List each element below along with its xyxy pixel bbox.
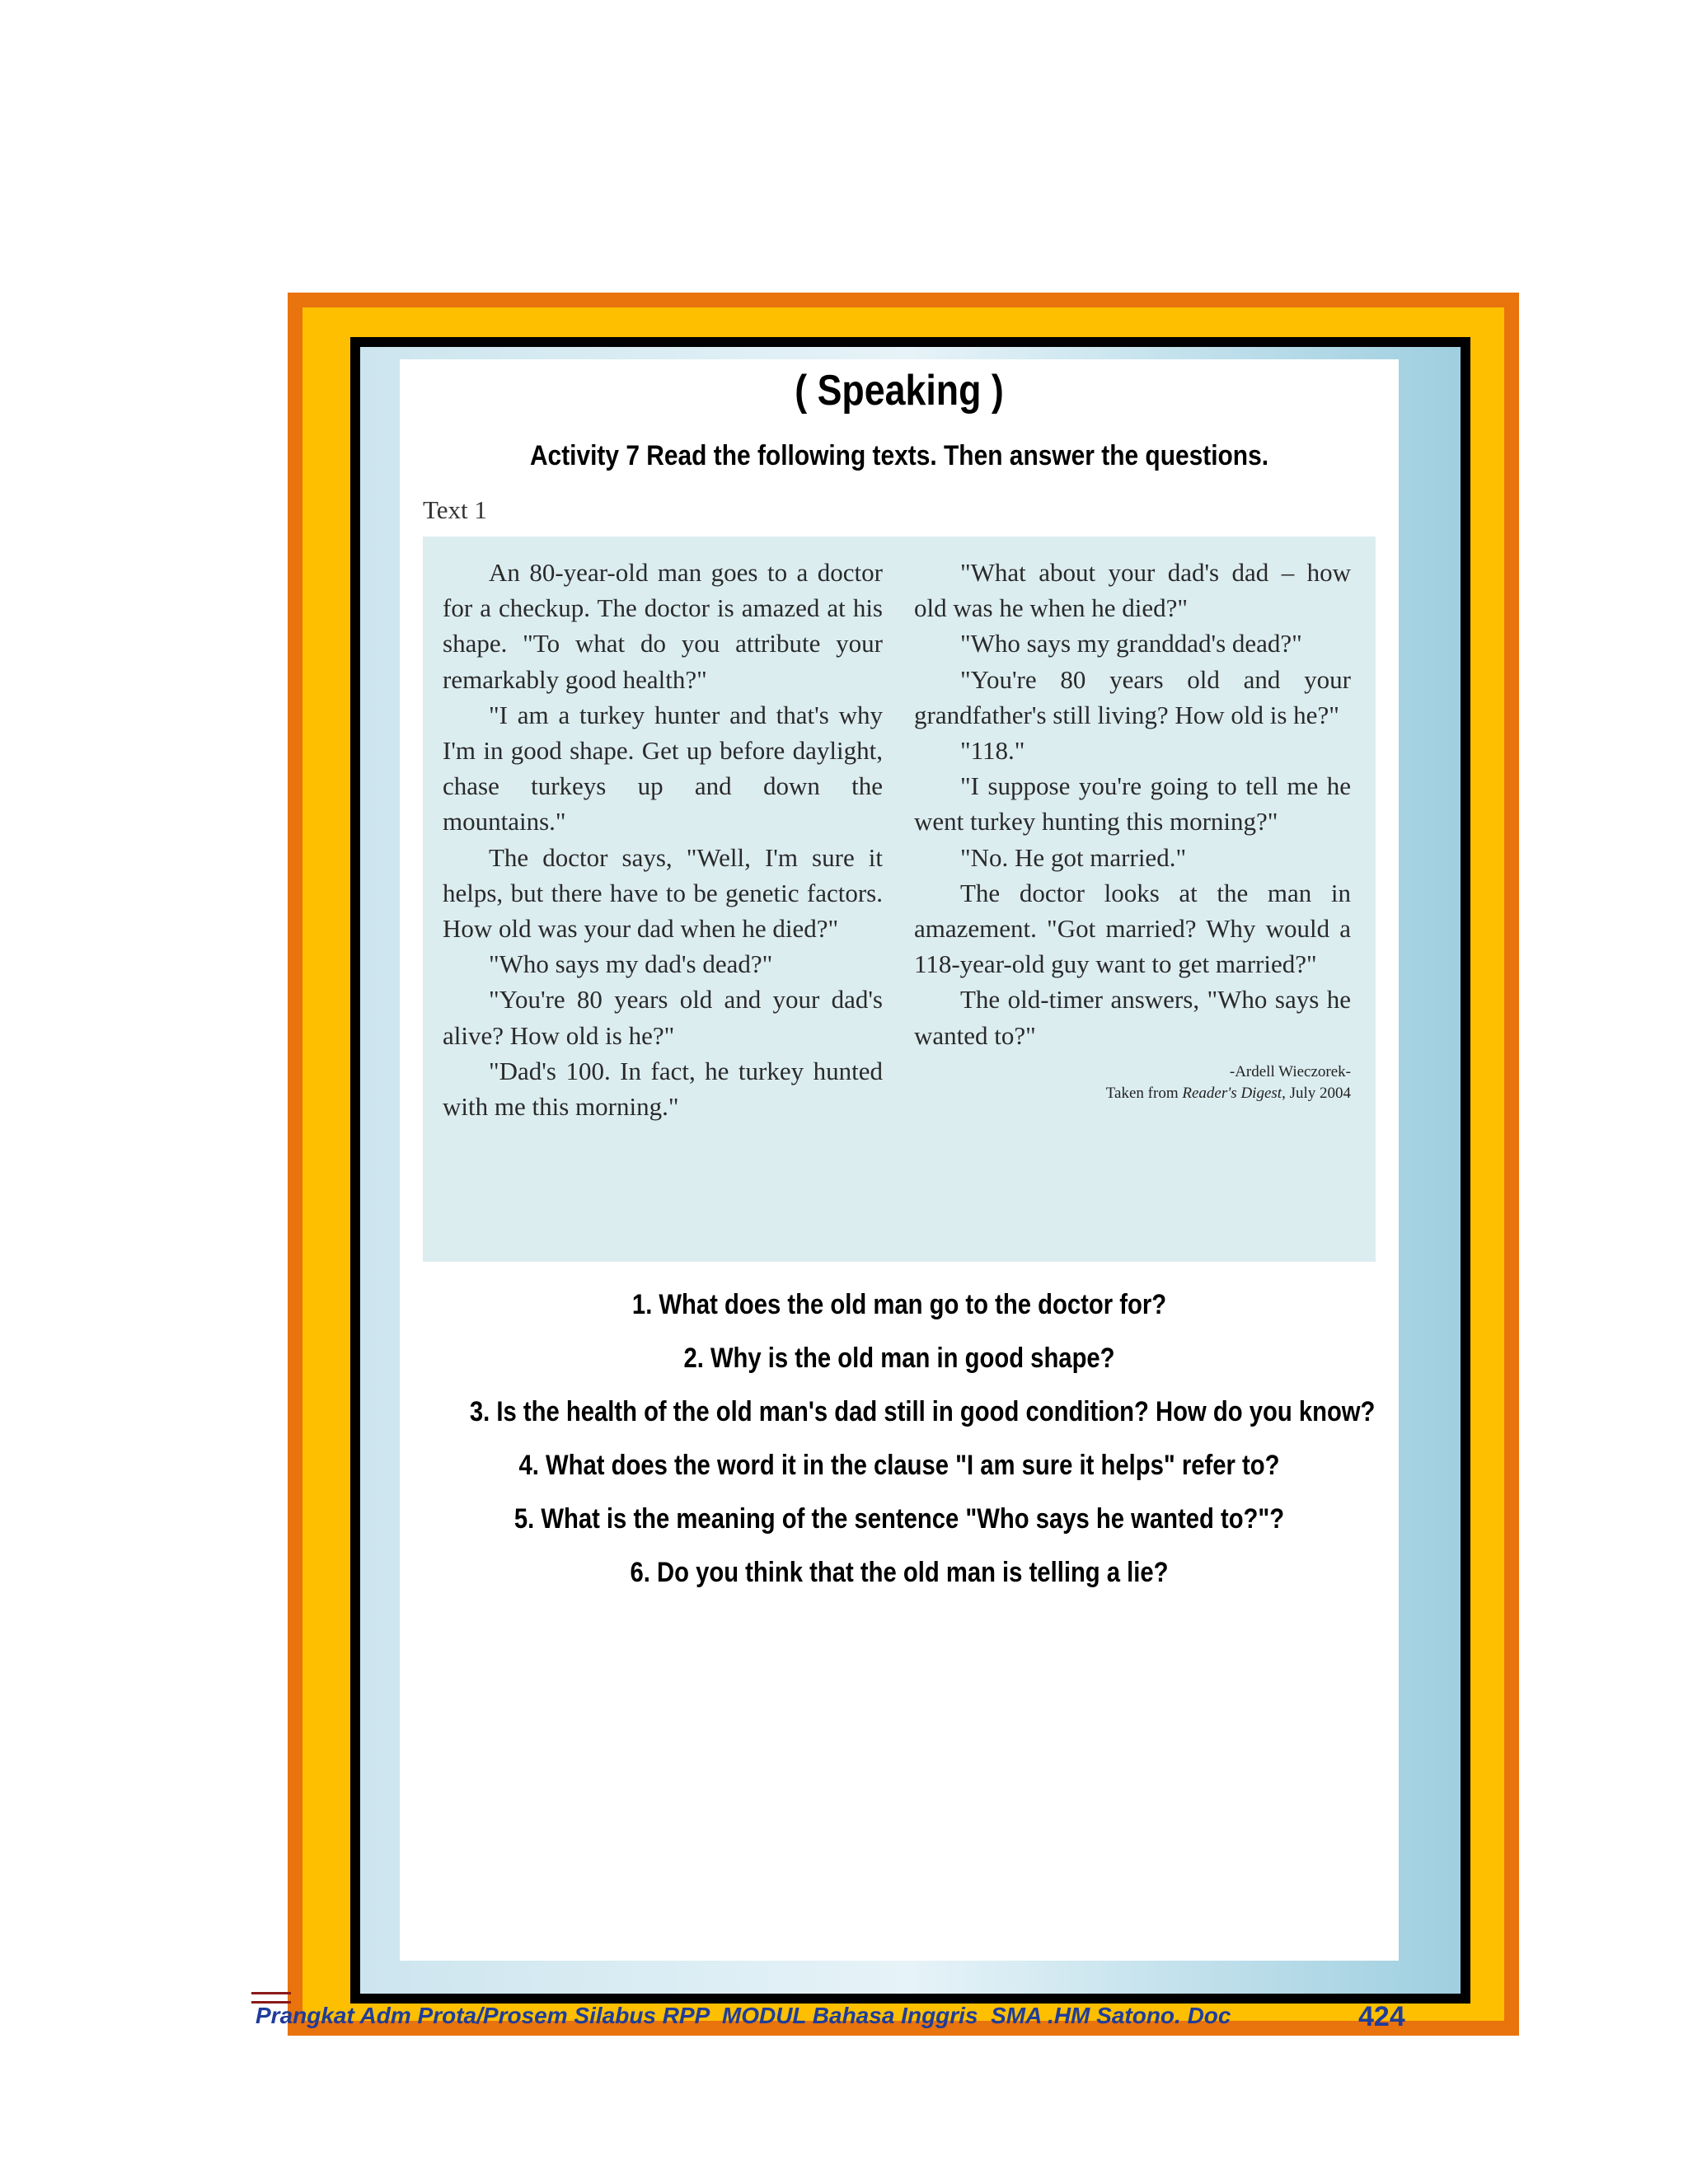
question-item: 2. Why is the old man in good shape? [683, 1343, 1115, 1374]
story-column-left [443, 555, 883, 1124]
question-item: 3. Is the health of the old man's dad still in good condition? How do you know? [469, 1396, 1376, 1427]
question-item: 4. What does the word it in the clause "I am sure it helps" refer to? [518, 1450, 1280, 1481]
page-title: ( Speaking ) [795, 367, 1004, 415]
story-box [423, 537, 1376, 1262]
question-item: 1. What does the old man go to the doctor for? [631, 1289, 1167, 1320]
story-paragraph: The doctor says, "Well, I'm sure it helps, but there have to be genetic factors. How old was your dad when he died?" [443, 842, 883, 944]
activity-instruction: Activity 7 Read the following texts. Then answer the questions. [529, 440, 1269, 471]
story-paragraph: "Who says my dad's dead?" [489, 949, 773, 979]
story-paragraph: "I am a turkey hunter and that's why I'm in good shape. Get up before daylight, chase turkeys up and down the mountains." [443, 700, 883, 837]
footer-text: Prangkat Adm Prota/Prosem Silabus RPP MODUL Bahasa Inggris SMA .HM Satono. Doc [256, 2003, 1231, 2028]
attribution [914, 1062, 1351, 1104]
question-list [400, 1278, 1399, 1600]
footer-rule [251, 1992, 291, 2004]
story-paragraph: "You're 80 years old and your dad's alive? How old is he?" [443, 985, 883, 1050]
story-paragraph: "Who says my granddad's dead?" [960, 629, 1302, 658]
page-sheet [400, 359, 1399, 1961]
story-paragraph: The doctor looks at the man in amazement. "Got married? Why would a 118-year-old guy want to get married?" [914, 878, 1351, 979]
source-title: Reader's Digest [1182, 1084, 1282, 1102]
author-name: -Ardell Wieczorek- [1229, 1062, 1351, 1080]
outer-frame [288, 293, 1519, 2036]
question-item: 6. Do you think that the old man is telling a lie? [630, 1557, 1169, 1588]
story-paragraph: "What about your dad's dad – how old was he when he died?" [914, 558, 1351, 623]
gradient-background [360, 347, 1461, 1994]
black-border [350, 337, 1470, 2004]
source-date: , July 2004 [1282, 1084, 1351, 1102]
story-paragraph: "No. He got married." [960, 842, 1187, 872]
story-paragraph: "You're 80 years old and your grandfather's still living? How old is he?" [914, 664, 1351, 729]
story-paragraph: "I suppose you're going to tell me he went turkey hunting this morning?" [914, 771, 1351, 837]
inner-frame [302, 307, 1504, 2021]
story-paragraph: An 80-year-old man goes to a doctor for a checkup. The doctor is amazed at his shape. "To what do you attribute your remarkably good health?" [443, 558, 883, 694]
story-paragraph: "118." [960, 736, 1025, 766]
story-paragraph: The old-timer answers, "Who says he wanted to?" [914, 985, 1351, 1050]
source-prefix: Taken from [1105, 1084, 1183, 1102]
question-item: 5. What is the meaning of the sentence "Who says he wanted to?"? [513, 1503, 1285, 1535]
source-citation [914, 1083, 1351, 1104]
text-label: Text 1 [423, 495, 487, 524]
page-number: 424 [1358, 2001, 1405, 2032]
story-paragraph: "Dad's 100. In fact, he turkey hunted with me this morning." [443, 1056, 883, 1122]
story-column-right [914, 555, 1351, 1104]
